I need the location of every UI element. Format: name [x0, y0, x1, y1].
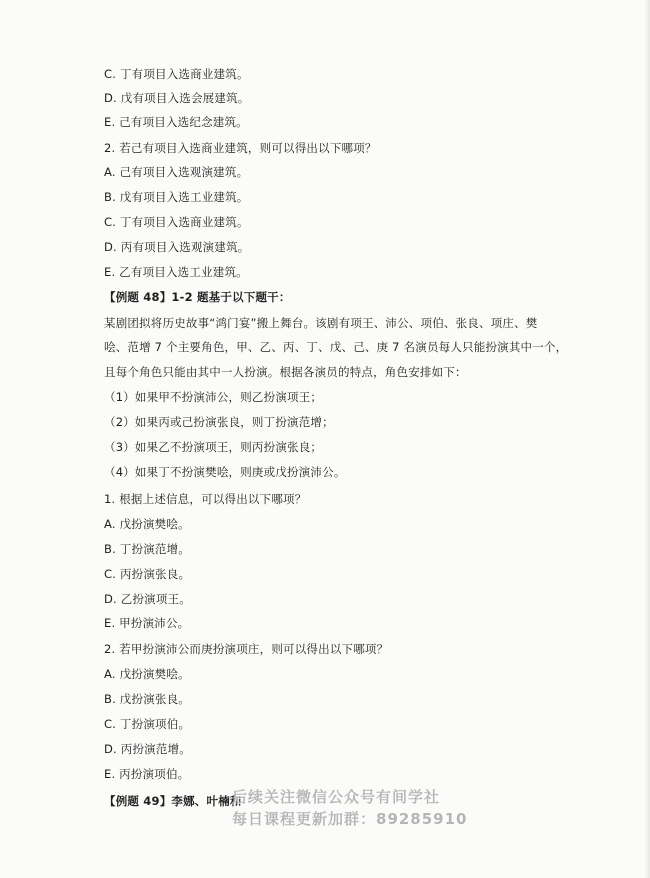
text-line: C. 丁有项目入选商业建筑。: [104, 215, 249, 229]
text-line: 1. 根据上述信息，可以得出以下哪项？: [104, 492, 307, 506]
watermark-line-1: 后续关注微信公众号有间学社: [232, 788, 441, 806]
text-line: E. 甲扮演沛公。: [104, 616, 190, 630]
text-line: C. 丁有项目入选商业建筑。: [104, 67, 249, 81]
text-line: 哙、范增 7 个主要角色，甲、乙、丙、丁、戊、己、庚 7 名演员每人只能扮演其中一个，: [104, 340, 568, 354]
text-line: E. 己有项目入选纪念建筑。: [104, 115, 248, 129]
scan-edge-shadow: [644, 0, 650, 878]
watermark-line-2: 每日课程更新加群：89285910: [232, 810, 468, 828]
text-line: B. 丁扮演范增。: [104, 542, 190, 556]
text-line: 2. 若己有项目入选商业建筑，则可以得出以下哪项？: [104, 141, 377, 155]
text-line: D. 戊有项目入选会展建筑。: [104, 91, 250, 105]
text-line: 【例题 49】李娜、叶楠和: [104, 794, 242, 808]
text-line: D. 丙有项目入选观演建筑。: [104, 240, 250, 254]
text-line: 某剧团拟将历史故事“鸿门宴”搬上舞台。该剧有项王、沛公、项伯、张良、项庄、樊: [104, 316, 538, 330]
text-line: E. 乙有项目入选工业建筑。: [104, 265, 248, 279]
text-line: A. 己有项目入选观演建筑。: [104, 165, 249, 179]
text-line: （4）如果丁不扮演樊哙，则庚或戊扮演沛公。: [104, 465, 346, 479]
text-line: A. 戊扮演樊哙。: [104, 667, 190, 681]
text-line: 且每个角色只能由其中一人扮演。根据各演员的特点，角色安排如下：: [104, 365, 467, 379]
text-line: （3）如果乙不扮演项王，则丙扮演张良；: [104, 440, 323, 454]
text-line: 2. 若甲扮演沛公而庚扮演项庄，则可以得出以下哪项？: [104, 642, 389, 656]
text-line: E. 丙扮演项伯。: [104, 767, 190, 781]
text-line: 【例题 48】1-2 题基于以下题干：: [104, 290, 291, 304]
text-line: （1）如果甲不扮演沛公，则乙扮演项王；: [104, 390, 323, 404]
text-line: （2）如果丙或己扮演张良，则丁扮演范增；: [104, 415, 334, 429]
text-line: B. 戊有项目入选工业建筑。: [104, 190, 249, 204]
text-line: C. 丙扮演张良。: [104, 567, 191, 581]
text-line: B. 戊扮演张良。: [104, 692, 190, 706]
text-line: D. 乙扮演项王。: [104, 592, 191, 606]
text-line: D. 丙扮演范增。: [104, 742, 191, 756]
text-line: C. 丁扮演项伯。: [104, 717, 191, 731]
text-line: A. 戊扮演樊哙。: [104, 517, 190, 531]
